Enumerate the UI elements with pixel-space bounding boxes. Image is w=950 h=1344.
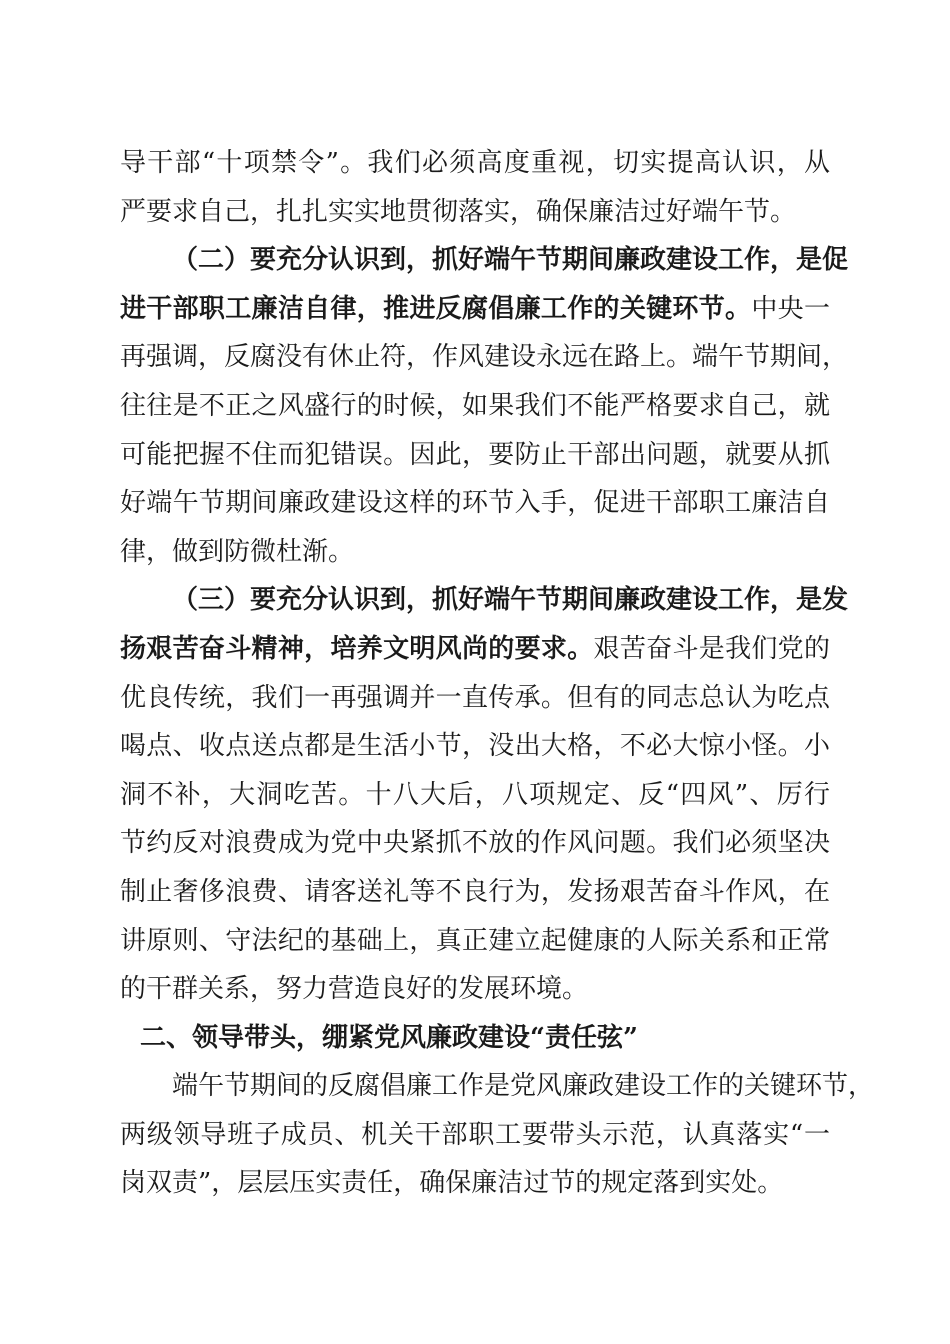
paragraph-line: 两级领导班子成员、机关干部职工要带头示范，认真落实“一 [120,1119,830,1150]
paragraph-line: 可能把握不住而犯错误。因此，要防止干部出问题，就要从抓 [120,439,830,470]
paragraph-line: 制止奢侈浪费、请客送礼等不良行为，发扬艰苦奋斗作风，在 [120,876,830,907]
paragraph-line: 喝点、收点送点都是生活小节，没出大格，不必大惊小怪。小 [120,731,830,762]
paragraph-line: 端午节期间的反腐倡廉工作是党风廉政建设工作的关键环节， [172,1071,875,1102]
paragraph-line: 岗双责”，层层压实责任，确保廉洁过节的规定落到实处。 [120,1168,784,1199]
subheading-text: 进干部职工廉洁自律，推进反腐倡廉工作的关键环节。 [120,293,752,324]
subheading-line: （三）要充分认识到，抓好端午节期间廉政建设工作，是发 [172,585,849,616]
subheading-line: （二）要充分认识到，抓好端午节期间廉政建设工作，是促 [172,245,849,276]
paragraph-line: 节约反对浪费成为党中央紧抓不放的作风问题。我们必须坚决 [120,828,830,859]
paragraph-line: 律，做到防微杜渐。 [120,536,355,567]
paragraph-line: 严要求自己，扎扎实实地贯彻落实，确保廉洁过好端午节。 [120,196,797,227]
body-text: 艰苦奋斗是我们党的 [593,633,830,664]
document-page [120,139,875,1208]
paragraph-line: 洞不补，大洞吃苦。十八大后，八项规定、反“四风”、厉行 [120,779,830,810]
paragraph-line: 的干群关系，努力营造良好的发展环境。 [120,974,589,1005]
paragraph-line: 优良传统，我们一再强调并一直传承。但有的同志总认为吃点 [120,682,830,713]
paragraph-line: 讲原则、守法纪的基础上，真正建立起健康的人际关系和正常 [120,925,830,956]
paragraph-line: 再强调，反腐没有休止符，作风建设永远在路上。端午节期间， [120,342,849,373]
section-heading: 二、领导带头，绷紧党风廉政建设“责任弦” [140,1022,638,1053]
paragraph-line: 好端午节期间廉政建设这样的环节入手，促进干部职工廉洁自 [120,488,830,519]
paragraph-line [120,285,830,334]
body-text: 中央一 [751,293,830,324]
paragraph-line: 导干部“十项禁令”。我们必须高度重视，切实提高认识，从 [120,148,830,178]
subheading-text: 扬艰苦奋斗精神，培养文明风尚的要求。 [120,633,594,664]
paragraph-line [120,625,830,674]
paragraph-line: 往往是不正之风盛行的时候，如果我们不能严格要求自己，就 [120,390,830,421]
